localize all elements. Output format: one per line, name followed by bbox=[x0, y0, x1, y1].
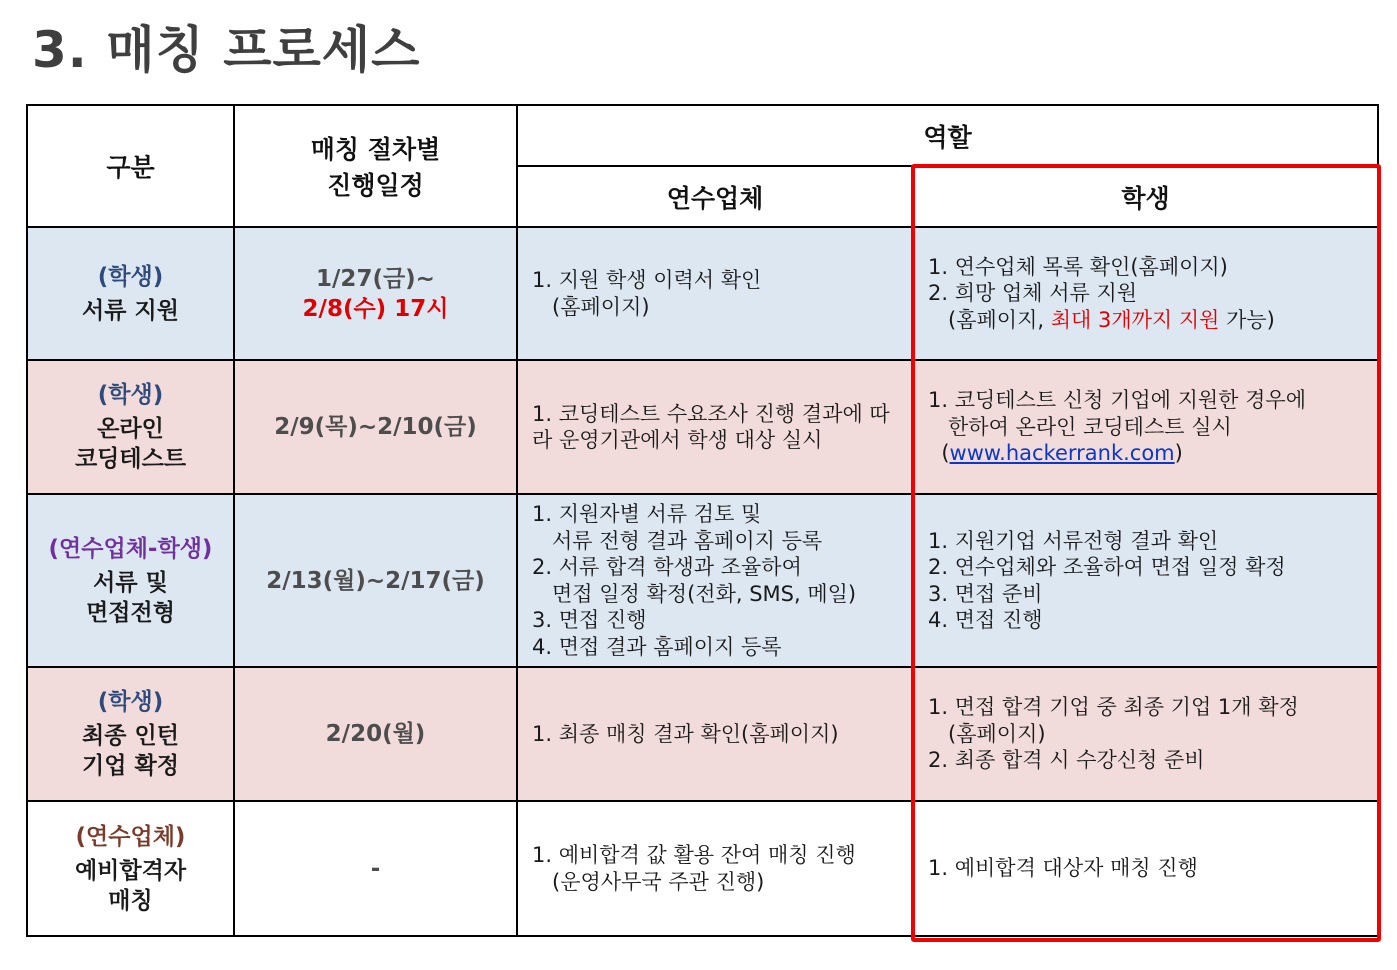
company-role-cell bbox=[517, 494, 913, 667]
company-role-line: 면접 일정 확정(전화, SMS, 메일) bbox=[532, 581, 857, 606]
company-role-cell bbox=[517, 360, 913, 494]
page-title: 3. 매칭 프로세스 bbox=[32, 21, 421, 79]
student-role-line: 한하여 온라인 코딩테스트 실시 bbox=[928, 414, 1232, 439]
company-role-line: 3. 면접 진행 bbox=[532, 608, 647, 632]
category-cell bbox=[27, 667, 234, 801]
header-schedule-line2: 진행일정 bbox=[327, 171, 424, 200]
matching-process-table bbox=[26, 104, 1379, 937]
category-who: (학생) bbox=[97, 382, 164, 408]
student-role-line: 4. 면접 진행 bbox=[928, 608, 1043, 632]
category-name: 온라인 bbox=[97, 416, 164, 442]
schedule-text: 1/27(금)~ bbox=[316, 265, 435, 292]
schedule-cell: 2/20(월) bbox=[234, 667, 517, 801]
table-row bbox=[27, 801, 1378, 936]
company-role-cell bbox=[517, 667, 913, 801]
category-who: (학생) bbox=[97, 689, 164, 715]
company-role-line: 4. 면접 결과 홈페이지 등록 bbox=[532, 634, 782, 659]
student-role-text: (홈페이지, bbox=[928, 307, 1051, 332]
student-role-line: (홈페이지) bbox=[928, 721, 1046, 746]
category-who: (학생) bbox=[97, 263, 164, 290]
student-role-line: 1. 면접 합격 기업 중 최종 기업 1개 확정 bbox=[928, 695, 1299, 720]
student-role-cell bbox=[913, 360, 1378, 494]
header-role: 역할 bbox=[517, 105, 1378, 166]
table-row bbox=[27, 667, 1378, 801]
schedule-cell: - bbox=[234, 801, 517, 936]
category-cell bbox=[27, 360, 234, 494]
student-role-line bbox=[928, 307, 1371, 334]
company-role-cell bbox=[517, 801, 913, 936]
table-row bbox=[27, 227, 1378, 360]
category-name: 면접전형 bbox=[86, 599, 175, 626]
student-role-line: 2. 연수업체와 조율하여 면접 일정 확정 bbox=[928, 555, 1286, 579]
company-role-line: 1. 코딩테스트 수요조사 진행 결과에 따 bbox=[532, 401, 890, 426]
header-schedule-line1: 매칭 절차별 bbox=[310, 135, 441, 164]
student-role-line: 1. 예비합격 대상자 매칭 진행 bbox=[928, 856, 1198, 881]
company-role-line: (홈페이지) bbox=[532, 294, 650, 319]
header-category: 구분 bbox=[27, 105, 234, 227]
header-schedule bbox=[234, 105, 517, 227]
schedule-cell: 2/9(목)~2/10(금) bbox=[234, 360, 517, 494]
category-cell bbox=[27, 801, 234, 936]
category-name: 서류 및 bbox=[93, 569, 168, 596]
company-role-cell bbox=[517, 227, 913, 360]
max-applications-note: 최대 3개까지 지원 bbox=[1050, 307, 1220, 332]
schedule-deadline: 2/8(수) 17시 bbox=[302, 295, 449, 322]
company-role-line: 서류 전형 결과 홈페이지 등록 bbox=[532, 528, 823, 553]
schedule-cell bbox=[234, 227, 517, 360]
student-role-line: 1. 연수업체 목록 확인(홈페이지) bbox=[928, 254, 1228, 279]
student-role-cell bbox=[913, 494, 1378, 667]
student-role-line: 1. 코딩테스트 신청 기업에 지원한 경우에 bbox=[928, 388, 1306, 413]
student-role-text: 가능) bbox=[1219, 307, 1275, 332]
company-role-line: 1. 예비합격 값 활용 잔여 매칭 진행 bbox=[532, 843, 856, 867]
hackerrank-link[interactable]: www.hackerrank.com bbox=[949, 441, 1175, 466]
category-name: 예비합격자 bbox=[74, 857, 187, 884]
student-role-cell bbox=[913, 667, 1378, 801]
category-name: 서류 지원 bbox=[82, 297, 179, 324]
schedule-cell: 2/13(월)~2/17(금) bbox=[234, 494, 517, 667]
category-name: 기업 확정 bbox=[82, 753, 179, 779]
student-role-cell bbox=[913, 227, 1378, 360]
company-role-line: (운영사무국 주관 진행) bbox=[532, 869, 765, 894]
company-role-line: 라 운영기관에서 학생 대상 실시 bbox=[532, 428, 823, 452]
category-cell bbox=[27, 227, 234, 360]
company-role-line: 1. 지원자별 서류 검토 및 bbox=[532, 502, 762, 526]
category-name: 최종 인턴 bbox=[82, 723, 179, 749]
student-role-line: 1. 지원기업 서류전형 결과 확인 bbox=[928, 528, 1219, 553]
student-role-cell bbox=[913, 801, 1378, 936]
header-student: 학생 bbox=[913, 166, 1378, 227]
category-name: 코딩테스트 bbox=[74, 446, 187, 472]
student-role-line bbox=[928, 440, 1371, 467]
student-role-line: 3. 면접 준비 bbox=[928, 581, 1043, 606]
student-role-text: ( bbox=[928, 441, 950, 466]
student-role-line: 2. 최종 합격 시 수강신청 준비 bbox=[928, 748, 1205, 773]
header-company: 연수업체 bbox=[517, 166, 913, 227]
student-role-line: 2. 희망 업체 서류 지원 bbox=[928, 281, 1138, 306]
table-row bbox=[27, 360, 1378, 494]
category-name: 매칭 bbox=[108, 887, 153, 914]
company-role-line: 1. 최종 매칭 결과 확인(홈페이지) bbox=[532, 721, 839, 746]
company-role-line: 2. 서류 합격 학생과 조율하여 bbox=[532, 555, 802, 579]
student-role-text: ) bbox=[1174, 441, 1183, 466]
table-row bbox=[27, 494, 1378, 667]
category-who: (연수업체-학생) bbox=[48, 535, 213, 562]
company-role-line: 1. 지원 학생 이력서 확인 bbox=[532, 268, 762, 292]
category-who: (연수업체) bbox=[75, 823, 186, 850]
category-cell bbox=[27, 494, 234, 667]
